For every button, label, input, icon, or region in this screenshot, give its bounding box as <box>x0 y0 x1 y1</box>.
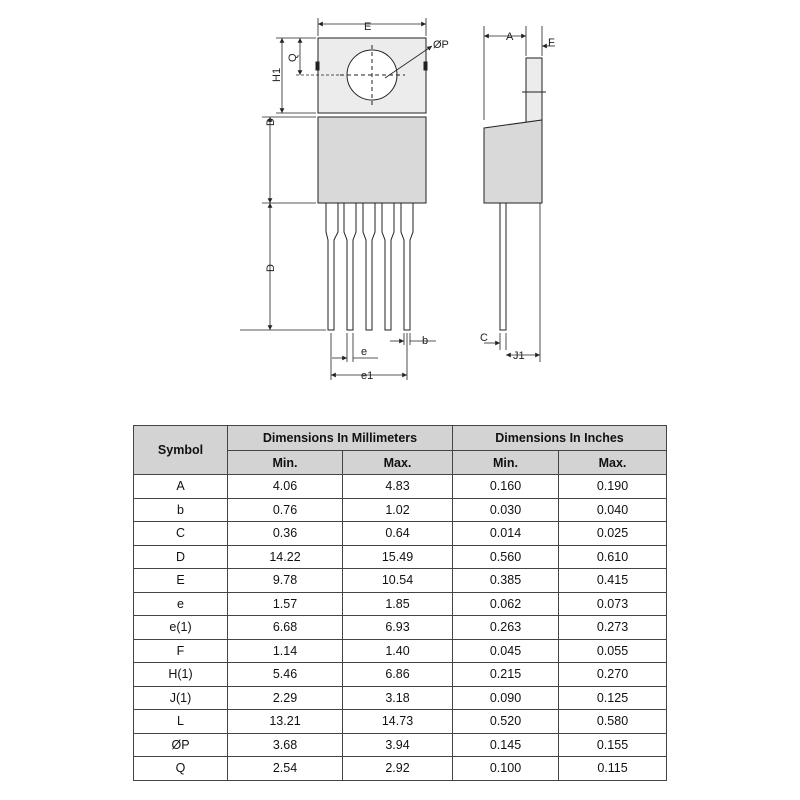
table-row <box>134 616 667 640</box>
cell-mm-min: 13.21 <box>228 710 343 734</box>
cell-in-max: 0.055 <box>559 639 667 663</box>
cell-in-min: 0.385 <box>453 569 559 593</box>
cell-mm-min: 2.54 <box>228 757 343 781</box>
cell-symbol: H(1) <box>134 663 228 687</box>
table-row <box>134 475 667 499</box>
cell-mm-min: 4.06 <box>228 475 343 499</box>
header-mm-min: Min. <box>228 451 343 475</box>
label-E: E <box>364 21 372 33</box>
table-row <box>134 522 667 546</box>
label-D-upper: D <box>265 118 277 126</box>
cell-in-max: 0.415 <box>559 569 667 593</box>
cell-in-max: 0.073 <box>559 592 667 616</box>
label-J1: J1 <box>513 350 525 362</box>
label-A: A <box>506 31 514 43</box>
side-lead <box>500 203 506 330</box>
cell-in-min: 0.014 <box>453 522 559 546</box>
cell-in-min: 0.560 <box>453 545 559 569</box>
cell-in-max: 0.610 <box>559 545 667 569</box>
cell-in-min: 0.263 <box>453 616 559 640</box>
cell-mm-max: 4.83 <box>343 475 453 499</box>
table-row <box>134 733 667 757</box>
table-row <box>134 710 667 734</box>
cell-symbol: E <box>134 569 228 593</box>
cell-mm-max: 14.73 <box>343 710 453 734</box>
cell-mm-min: 2.29 <box>228 686 343 710</box>
cell-mm-max: 6.86 <box>343 663 453 687</box>
cell-in-min: 0.090 <box>453 686 559 710</box>
cell-symbol: e(1) <box>134 616 228 640</box>
cell-mm-min: 0.76 <box>228 498 343 522</box>
cell-in-min: 0.030 <box>453 498 559 522</box>
lead-2 <box>344 203 356 330</box>
cell-mm-min: 5.46 <box>228 663 343 687</box>
table-row <box>134 545 667 569</box>
label-b: b <box>422 335 429 347</box>
header-in-min: Min. <box>453 451 559 475</box>
lead-4 <box>382 203 394 330</box>
label-C: C <box>480 332 488 344</box>
lead-1 <box>326 203 338 330</box>
cell-in-max: 0.115 <box>559 757 667 781</box>
cell-mm-max: 0.64 <box>343 522 453 546</box>
cell-symbol: Q <box>134 757 228 781</box>
cell-mm-min: 1.14 <box>228 639 343 663</box>
cell-mm-max: 1.85 <box>343 592 453 616</box>
cell-in-min: 0.045 <box>453 639 559 663</box>
table-row <box>134 592 667 616</box>
cell-in-min: 0.520 <box>453 710 559 734</box>
label-P: ØP <box>433 39 449 51</box>
cell-mm-max: 2.92 <box>343 757 453 781</box>
label-e: e <box>361 346 368 358</box>
cell-mm-max: 1.02 <box>343 498 453 522</box>
cell-mm-min: 14.22 <box>228 545 343 569</box>
header-in-max: Max. <box>559 451 667 475</box>
cell-symbol: ØP <box>134 733 228 757</box>
lead-5 <box>401 203 413 330</box>
cell-symbol: e <box>134 592 228 616</box>
cell-in-max: 0.040 <box>559 498 667 522</box>
cell-mm-max: 6.93 <box>343 616 453 640</box>
header-millimeters: Dimensions In Millimeters <box>228 426 453 451</box>
cell-symbol: b <box>134 498 228 522</box>
lead-3 <box>363 203 375 330</box>
cell-symbol: D <box>134 545 228 569</box>
cell-symbol: L <box>134 710 228 734</box>
cell-symbol: F <box>134 639 228 663</box>
label-D-lower: D <box>265 264 277 272</box>
label-e1: e1 <box>361 370 374 382</box>
cell-symbol: A <box>134 475 228 499</box>
cell-symbol: J(1) <box>134 686 228 710</box>
label-H1: H1 <box>271 67 283 82</box>
side-view <box>484 58 546 330</box>
table-row <box>134 686 667 710</box>
cell-mm-min: 6.68 <box>228 616 343 640</box>
cell-mm-max: 10.54 <box>343 569 453 593</box>
cell-in-max: 0.190 <box>559 475 667 499</box>
table-row <box>134 569 667 593</box>
cell-mm-min: 3.68 <box>228 733 343 757</box>
side-tab <box>526 58 542 122</box>
table-row <box>134 639 667 663</box>
tab-notch-left <box>316 62 319 70</box>
cell-in-min: 0.100 <box>453 757 559 781</box>
cell-mm-max: 3.94 <box>343 733 453 757</box>
table-row <box>134 498 667 522</box>
cell-mm-min: 1.57 <box>228 592 343 616</box>
header-symbol: Symbol <box>134 426 228 475</box>
cell-symbol: C <box>134 522 228 546</box>
dimensions-table <box>133 425 667 781</box>
cell-mm-max: 1.40 <box>343 639 453 663</box>
table-row <box>134 757 667 781</box>
cell-in-min: 0.062 <box>453 592 559 616</box>
table-body <box>134 475 667 781</box>
cell-in-max: 0.025 <box>559 522 667 546</box>
table-row <box>134 663 667 687</box>
front-view <box>316 38 427 330</box>
leads <box>326 203 413 330</box>
cell-in-max: 0.155 <box>559 733 667 757</box>
cell-in-min: 0.145 <box>453 733 559 757</box>
cell-mm-max: 15.49 <box>343 545 453 569</box>
cell-mm-min: 0.36 <box>228 522 343 546</box>
cell-in-min: 0.160 <box>453 475 559 499</box>
cell-in-max: 0.270 <box>559 663 667 687</box>
header-mm-max: Max. <box>343 451 453 475</box>
side-body <box>484 120 542 203</box>
header-inches: Dimensions In Inches <box>453 426 667 451</box>
cell-in-max: 0.125 <box>559 686 667 710</box>
cell-in-max: 0.580 <box>559 710 667 734</box>
cell-mm-min: 9.78 <box>228 569 343 593</box>
label-F: F <box>548 37 555 49</box>
package-body <box>318 117 426 203</box>
cell-mm-max: 3.18 <box>343 686 453 710</box>
cell-in-max: 0.273 <box>559 616 667 640</box>
cell-in-min: 0.215 <box>453 663 559 687</box>
tab-notch-right <box>424 62 427 70</box>
label-Q: Q <box>287 53 299 62</box>
